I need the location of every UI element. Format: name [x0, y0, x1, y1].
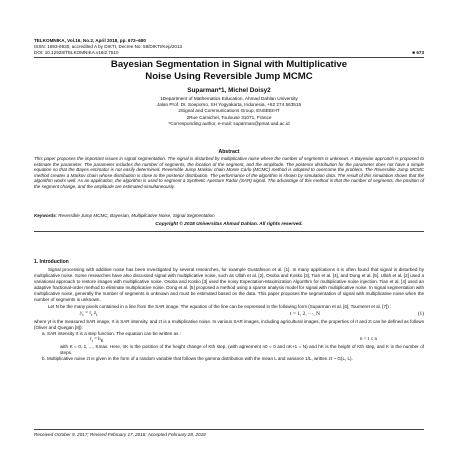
received-dates: Received October 9, 2017; Revised February 17, 2018; Accepted February 28, 2018: [34, 432, 206, 437]
paragraph: where yt is the measured SAR image, rt is SAR intensity, and zt is a multiplicative noise. In various SAR images, including agricultural images, the properties of rt and zt can be defined as follows (Oliver and Quegan [8]):: [34, 318, 424, 330]
equation-rhs: = r: [85, 310, 92, 317]
step-rhs: = h: [94, 336, 101, 342]
paragraph: Signal processing with additive noise has been investigated by several researches, for example Gustafsson et al. [1]. In many applications it is often found that signal is disturbed by multiplicative noise. Some researches have also discussed signal with multiplicative noise, such as Ullah et al. [2], Osoba and Kosko [3], Tian et al. [4], and Dong et al. [5]. Ullah et al. [2] used a variational approach to restore images with multiplicative noise. Osoba and Kosko [3] used the noisy Expectation-Maximization Algorithm for multiplicative noise injection. Tian et al. [4] used an adaptive fractional-order method to eliminate multiplicative noise. Dong et al. [5] proposed a method using a sparse analysis model for signal with multiplicative noise. In signal segmentation with multiplicative noise, generally the number of segments is unknown and must be estimated based on the data. This paper proposes the segmentation of signal with multiplicative noise when the number of segments is unknown.: [34, 267, 424, 303]
affiliation-line: 1Department of Mathematics Education, Ahmad Dahlan University: [160, 96, 298, 101]
equation-number: (1): [417, 311, 424, 318]
equation-1: $y_t = r_t$ $z_t$ t = 1, 2, ···, N (1): [80, 310, 424, 318]
paper-title: [34, 59, 424, 83]
body-text: [34, 267, 424, 362]
list-item-continued: with K = 0, 1, ..., Kmax. Here, nK is the position of the height change of Kth step, (with agreement n0 = 0 and nK+1 = N) and hK is the height of Kth step, and K is the number of steps.: [60, 343, 424, 356]
copyright-rule: [34, 231, 424, 232]
equation-step: $r_t = h_K$ n < t ≤ n: [90, 336, 377, 343]
step-lhs: r: [90, 336, 92, 342]
page-number: ■ 673: [412, 50, 424, 55]
affiliations: [34, 96, 424, 127]
issn-line: ISSN: 1693-6930, accredited A by DIKTI, Decree No: 58/DIKTI/Kep/2013: [34, 44, 183, 49]
author-list: Suparman*1, Michel Doisy2: [187, 87, 271, 94]
affiliation-line: 2Signal and Communications Group, ENSEEIHT: [178, 108, 280, 114]
header-rule: [34, 57, 424, 58]
affiliation-line: Jalan Prof. Dr. Soepomo, SH Yogyakarta, Indonesia, +62 274 563515: [156, 102, 302, 108]
doi-line: DOI: 10.12928/TELKOMNIKA.v16i2.7510: [34, 50, 119, 55]
abstract-text: This paper proposes the important issues in signal segmentation. The signal is disturbed by multiplicative noise where the number of segments is unknown. A Bayesian approach is proposed to estimate the parameter. The parameter includes the number of segments, the location of the segment, and the amplitude. The posterior distribution for the parameter does not have a simple equation so that the Bayes estimator is not easily determined. Reversible Jump Markov chain Monte Carlo (MCMC) method is adopted to overcome the problem. The Reversible Jump MCMC method creates a Markov chain whose distribution is close to the posterior distribution. The performance of the algorithm is shown by simulation data. The result of this simulation shows that the algorithm works well. As an application, the algorithm is used to segment a Synthetic Aperture Radar (SAR) signal. The advantage of this method is that the number of segments, the position of the segment change, and the amplitude are estimated simultaneously.: [34, 156, 424, 189]
section-heading: 1. Introduction: [34, 259, 69, 265]
title-line: Noise Using Reversible Jump MCMC: [145, 71, 313, 82]
corresponding-author: *Corresponding author, e-mail: suparman@pmat.uad.ac.id: [168, 120, 290, 126]
list-item: b. Multiplicative noise zt is given in the form of a random variable that follows the gamma distribution with the mean L and variance 1/L, written zt ~ G(L, L).: [42, 356, 353, 362]
footer-rule: [34, 429, 424, 430]
keywords: [34, 213, 424, 218]
step-condition: n < t ≤ n: [360, 336, 377, 342]
affiliation-line: 2Rue Camichel, Toulouse 31071, France: [186, 114, 272, 120]
keywords-label: Keywords: [34, 213, 56, 218]
equation-lhs: y: [80, 310, 83, 317]
paragraph: Let N be the many pixels contained in a line from the SAR image. The equation of the line can be expressed in the following form (Suparman et al. [6], Tourneret et al. [7]) :: [48, 303, 392, 309]
journal-header: [34, 38, 424, 56]
keywords-text: : Reversible Jump MCMC, Bayesian, Multiplicative Noise, Signal Segmentation: [55, 213, 215, 218]
journal-name: TELKOMNIKA, Vol.16, No.2, April 2018, pp. 673~680: [34, 38, 146, 43]
list-item: a. SAR intensity rt is a step function. The equation can be written as :: [42, 330, 181, 336]
title-line: Bayesian Segmentation in Signal with Multiplicative: [110, 59, 348, 70]
copyright-notice: Copyright © 2018 Universitas Ahmad Dahlan. All rights reserved.: [155, 222, 303, 227]
equation-range: t = 1, 2, ···, N: [290, 311, 320, 318]
abstract-heading: Abstract: [218, 149, 240, 155]
